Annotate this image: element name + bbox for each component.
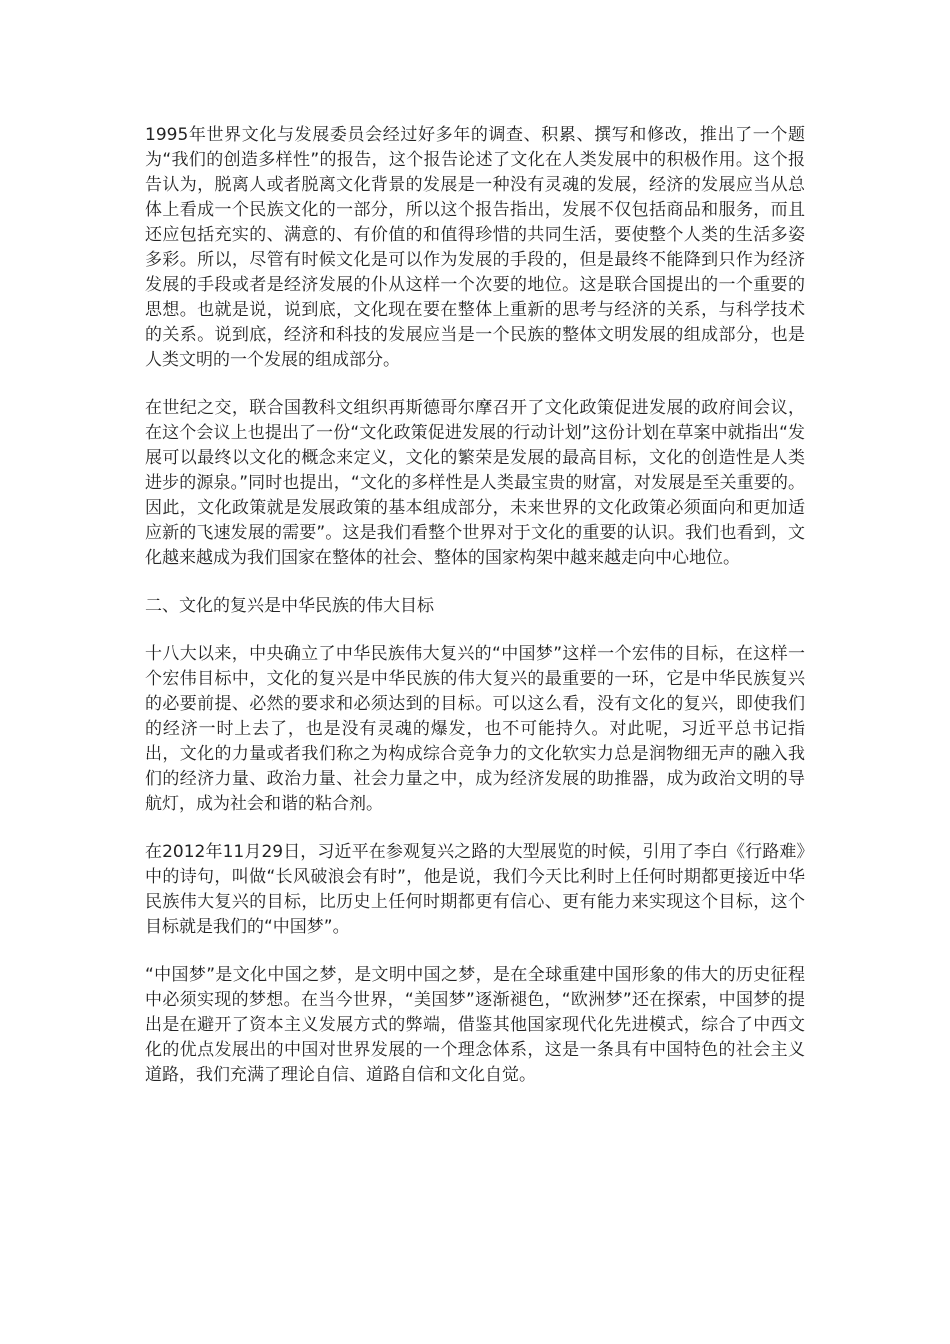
paragraph-1: 1995年世界文化与发展委员会经过好多年的调查、积累、撰写和修改，推出了一个题为“我们的创造多样性”的报告，这个报告论述了文化在人类发展中的积极作用。这个报告认为，脱离人或者脱离文化背景的发展是一种没有灵魂的发展，经济的发展应当从总体上看成一个民族文化的一部分，所以这个报告指出，发展不仅包括商品和服务，而且还应包括充实的、满意的、有价值的和值得珍惜的共同生活，要使整个人类的生活多姿多彩。所以，尽管有时候文化是可以作为发展的手段的，但是最终不能降到只作为经济发展的手段或者是经济发展的仆从这样一个次要的地位。这是联合国提出的一个重要的思想。也就是说，说到底，文化现在要在整体上重新的思考与经济的关系，与科学技术的关系。说到底，经济和科技的发展应当是一个民族的整体文明发展的组成部分，也是人类文明的一个发展的组成部分。 (145, 125, 805, 370)
paragraph-5: “中国梦”是文化中国之梦，是文明中国之梦，是在全球重建中国形象的伟大的历史征程中必须实现的梦想。在当今世界，“美国梦”逐渐褪色，“欧洲梦”还在探索，中国梦的提出是在避开了资本主义发展方式的弊端，借鉴其他国家现代化先进模式，综合了中西文化的优点发展出的中国对世界发展的一个理念体系，这是一条具有中国特色的社会主义道路，我们充满了理论自信、道路自信和文化自觉。 (145, 965, 805, 1085)
paragraph-3: 十八大以来，中央确立了中华民族伟大复兴的“中国梦”这样一个宏伟的目标，在这样一个宏伟目标中，文化的复兴是中华民族的伟大复兴的最重要的一环，它是中华民族复兴的必要前提、必然的要求和必须达到的目标。可以这么看，没有文化的复兴，即使我们的经济一时上去了，也是没有灵魂的爆发，也不可能持久。对此呢，习近平总书记指出，文化的力量或者我们称之为构成综合竞争力的文化软实力总是润物细无声的融入我们的经济力量、政治力量、社会力量之中，成为经济发展的助推器，成为政治文明的导航灯，成为社会和谐的粘合剂。 (145, 644, 805, 814)
paragraph-4: 在2012年11月29日，习近平在参观复兴之路的大型展览的时候，引用了李白《行路难》中的诗句，叫做“长风破浪会有时”，他是说，我们今天比利时上任何时期都更接近中华民族伟大复兴的目标，比历史上任何时期都更有信心、更有能力来实现这个目标，这个目标就是我们的“中国梦”。 (145, 842, 805, 937)
document-body (145, 123, 805, 1111)
paragraph-2: 在世纪之交，联合国教科文组织再斯德哥尔摩召开了文化政策促进发展的政府间会议，在这个会议上也提出了一份“文化政策促进发展的行动计划”这份计划在草案中就指出“发展可以最终以文化的概念来定义，文化的繁荣是发展的最高目标，文化的创造性是人类进步的源泉。”同时也提出，“文化的多样性是人类最宝贵的财富，对发展是至关重要的。因此，文化政策就是发展政策的基本组成部分，未来世界的文化政策必须面向和更加适应新的飞速发展的需要”。这是我们看整个世界对于文化的重要的认识。我们也看到，文化越来越成为我们国家在整体的社会、整体的国家构架中越来越走向中心地位。 (145, 398, 805, 568)
section-heading: 二、文化的复兴是中华民族的伟大目标 (145, 596, 434, 616)
